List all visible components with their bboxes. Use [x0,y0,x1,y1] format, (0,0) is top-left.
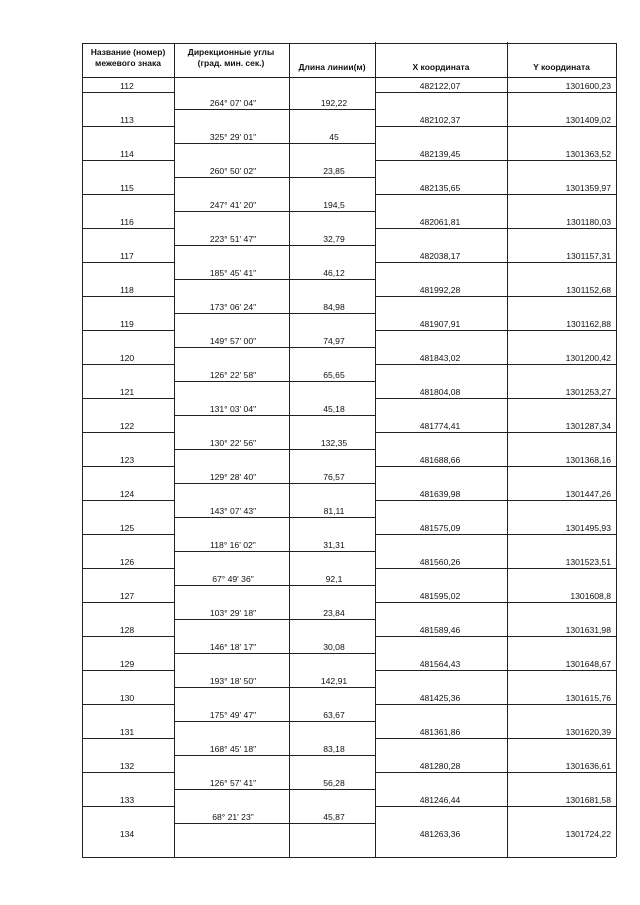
segment-length: 31,31 [323,540,345,550]
header-bottom-line [82,77,616,78]
segment-length: 63,67 [323,710,345,720]
segment-row-line [174,381,375,382]
point-x: 481560,26 [419,557,461,567]
point-name: 129 [119,659,135,669]
segment-angle: 168° 45' 18" [209,744,257,754]
point-row-line [375,704,616,705]
point-y: 1301600,23 [565,81,611,91]
segment-row-line [174,551,375,552]
point-row-line [82,704,174,705]
point-name: 131 [119,727,135,737]
segment-row-line [174,653,375,654]
segment-length: 23,85 [323,166,345,176]
point-name: 112 [120,81,134,91]
segment-angle: 223° 51' 47" [209,234,257,244]
point-y: 1301447,26 [565,489,611,499]
point-y: 1301636,61 [565,761,611,771]
point-x: 481575,09 [419,523,461,533]
point-y: 1301200,42 [565,353,611,363]
segment-angle: 264° 07' 04" [209,98,257,108]
segment-angle: 129° 28' 40" [209,472,257,482]
point-row-line [375,364,616,365]
segment-length: 92,1 [325,574,343,584]
point-y: 1301608,8 [570,591,611,601]
point-name: 114 [120,149,134,159]
point-y: 1301152,68 [566,285,611,295]
point-y: 1301648,67 [565,659,611,669]
point-name: 113 [120,115,134,125]
header-y: Y координата [533,62,590,72]
point-x: 481589,46 [419,625,461,635]
grid-vline [289,43,290,857]
segment-row-line [174,211,375,212]
point-y: 1301681,58 [565,795,611,805]
segment-length: 45 [329,132,339,142]
point-row-line [375,806,616,807]
point-x: 481992,28 [419,285,461,295]
point-x: 481595,02 [419,591,461,601]
segment-angle: 126° 57' 41" [209,778,257,788]
grid-vline [507,42,508,857]
point-x: 482122,07 [419,81,461,91]
point-x: 481774,41 [419,421,461,431]
segment-length: 192,22 [320,98,348,108]
segment-length: 142,91 [320,676,348,686]
point-row-line [375,466,616,467]
segment-angle: 131° 03' 04" [209,404,257,414]
point-x: 482135,65 [419,183,461,193]
point-row-line [82,364,174,365]
segment-length: 56,28 [323,778,345,788]
point-x: 481564,43 [419,659,461,669]
segment-row-line [174,755,375,756]
segment-row-line [174,109,375,110]
point-row-line [375,670,616,671]
point-row-line [82,398,174,399]
point-row-line [375,194,616,195]
grid-top-line [82,43,616,44]
segment-length: 65,65 [323,370,345,380]
point-y: 1301495,93 [565,523,611,533]
segment-angle: 103° 29' 18" [209,608,257,618]
segment-length: 76,57 [323,472,345,482]
point-x: 481280,28 [419,761,461,771]
point-row-line [375,262,616,263]
point-x: 481263,36 [419,829,461,839]
segment-angle: 247° 41' 20" [209,200,257,210]
segment-angle: 193° 18' 50" [209,676,257,686]
segment-angle: 149° 57' 00" [209,336,257,346]
point-row-line [82,500,174,501]
point-name: 130 [119,693,135,703]
segment-row-line [174,245,375,246]
segment-length: 84,98 [323,302,345,312]
point-row-line [82,126,174,127]
segment-angle: 68° 21' 23" [212,812,254,822]
point-y: 1301523,51 [565,557,611,567]
point-name: 134 [119,829,135,839]
segment-row-line [174,279,375,280]
point-row-line [82,160,174,161]
segment-row-line [174,619,375,620]
point-y: 1301409,02 [565,115,611,125]
point-x: 482102,37 [419,115,461,125]
point-x: 481361,86 [419,727,461,737]
point-row-line [82,194,174,195]
segment-angle: 67° 49' 36" [212,574,254,584]
segment-angle: 260° 50' 02" [209,166,257,176]
point-row-line [375,92,616,93]
point-y: 1301615,76 [565,693,611,703]
point-row-line [375,602,616,603]
point-name: 117 [120,251,134,261]
point-x: 482038,17 [419,251,461,261]
segment-angle: 175° 49' 47" [209,710,257,720]
point-x: 481843,02 [419,353,461,363]
point-name: 125 [119,523,135,533]
point-x: 482139,45 [419,149,461,159]
point-y: 1301620,39 [565,727,611,737]
point-y: 1301157,31 [566,251,611,261]
segment-row-line [174,177,375,178]
point-row-line [375,432,616,433]
segment-length: 45,87 [323,812,345,822]
point-x: 481425,36 [419,693,461,703]
point-name: 128 [119,625,135,635]
header-x: X координата [412,62,470,72]
point-row-line [375,636,616,637]
point-row-line [82,670,174,671]
point-row-line [375,772,616,773]
grid-vline [375,42,376,857]
point-x: 481639,98 [419,489,461,499]
point-y: 1301363,52 [565,149,611,159]
segment-row-line [174,517,375,518]
grid-vline [174,43,175,857]
segment-length: 46,12 [323,268,345,278]
point-row-line [82,772,174,773]
segment-row-line [174,687,375,688]
point-row-line [82,330,174,331]
point-row-line [82,432,174,433]
point-name: 123 [119,455,135,465]
grid-bottom-line [82,857,616,858]
point-row-line [82,636,174,637]
point-row-line [375,126,616,127]
point-row-line [82,262,174,263]
segment-row-line [174,483,375,484]
point-row-line [82,602,174,603]
segment-angle: 325° 29' 01" [209,132,257,142]
segment-angle: 185° 45' 41" [209,268,257,278]
point-y: 1301162,88 [566,319,611,329]
point-name: 122 [119,421,135,431]
segment-angle: 173° 06' 24" [209,302,257,312]
point-y: 1301631,98 [565,625,611,635]
point-name: 116 [120,217,134,227]
segment-angle: 130° 22' 56" [209,438,257,448]
point-row-line [375,398,616,399]
point-name: 127 [119,591,135,601]
point-row-line [375,330,616,331]
point-name: 132 [119,761,135,771]
point-row-line [375,534,616,535]
point-y: 1301180,03 [566,217,611,227]
segment-row-line [174,585,375,586]
segment-length: 74,97 [323,336,345,346]
point-row-line [82,806,174,807]
grid-vline [616,43,617,857]
point-name: 120 [119,353,135,363]
point-row-line [375,500,616,501]
point-y: 1301724,22 [565,829,611,839]
segment-row-line [174,789,375,790]
segment-length: 83,18 [323,744,345,754]
point-y: 1301368,16 [565,455,611,465]
point-row-line [375,568,616,569]
point-row-line [82,228,174,229]
point-x: 481688,66 [419,455,461,465]
point-row-line [82,466,174,467]
point-y: 1301287,34 [565,421,611,431]
segment-length: 132,35 [320,438,348,448]
point-row-line [82,92,174,93]
segment-angle: 118° 16' 02" [210,540,256,550]
segment-row-line [174,823,375,824]
point-name: 115 [120,183,134,193]
header-name: Название (номер) межевого знака [90,47,166,68]
segment-angle: 143° 07' 43" [209,506,257,516]
point-y: 1301253,27 [565,387,611,397]
segment-length: 32,79 [323,234,345,244]
point-name: 121 [119,387,135,397]
segment-row-line [174,415,375,416]
point-row-line [375,296,616,297]
point-y: 1301359,97 [565,183,611,193]
point-row-line [82,534,174,535]
point-x: 481907,91 [419,319,461,329]
header-angle: Дирекционные углы (град. мин. сек.) [187,47,275,68]
point-x: 481804,08 [419,387,461,397]
point-row-line [82,568,174,569]
segment-angle: 126° 22' 58" [209,370,257,380]
grid-vline [82,43,83,857]
segment-length: 81,11 [323,506,345,516]
point-row-line [82,738,174,739]
point-x: 482061,81 [419,217,461,227]
point-name: 124 [119,489,135,499]
segment-length: 30,08 [323,642,345,652]
point-x: 481246,44 [419,795,461,805]
point-row-line [375,160,616,161]
segment-length: 23,84 [323,608,345,618]
point-name: 126 [119,557,135,567]
segment-row-line [174,313,375,314]
point-row-line [82,296,174,297]
segment-angle: 146° 18' 17" [209,642,257,652]
point-row-line [375,228,616,229]
segment-row-line [174,347,375,348]
point-name: 133 [119,795,135,805]
segment-length: 194,5 [323,200,345,210]
segment-row-line [174,449,375,450]
header-length: Длина линии(м) [298,62,366,72]
point-name: 119 [120,319,134,329]
point-name: 118 [120,285,134,295]
segment-row-line [174,143,375,144]
point-row-line [375,738,616,739]
segment-length: 45,18 [323,404,345,414]
segment-row-line [174,721,375,722]
